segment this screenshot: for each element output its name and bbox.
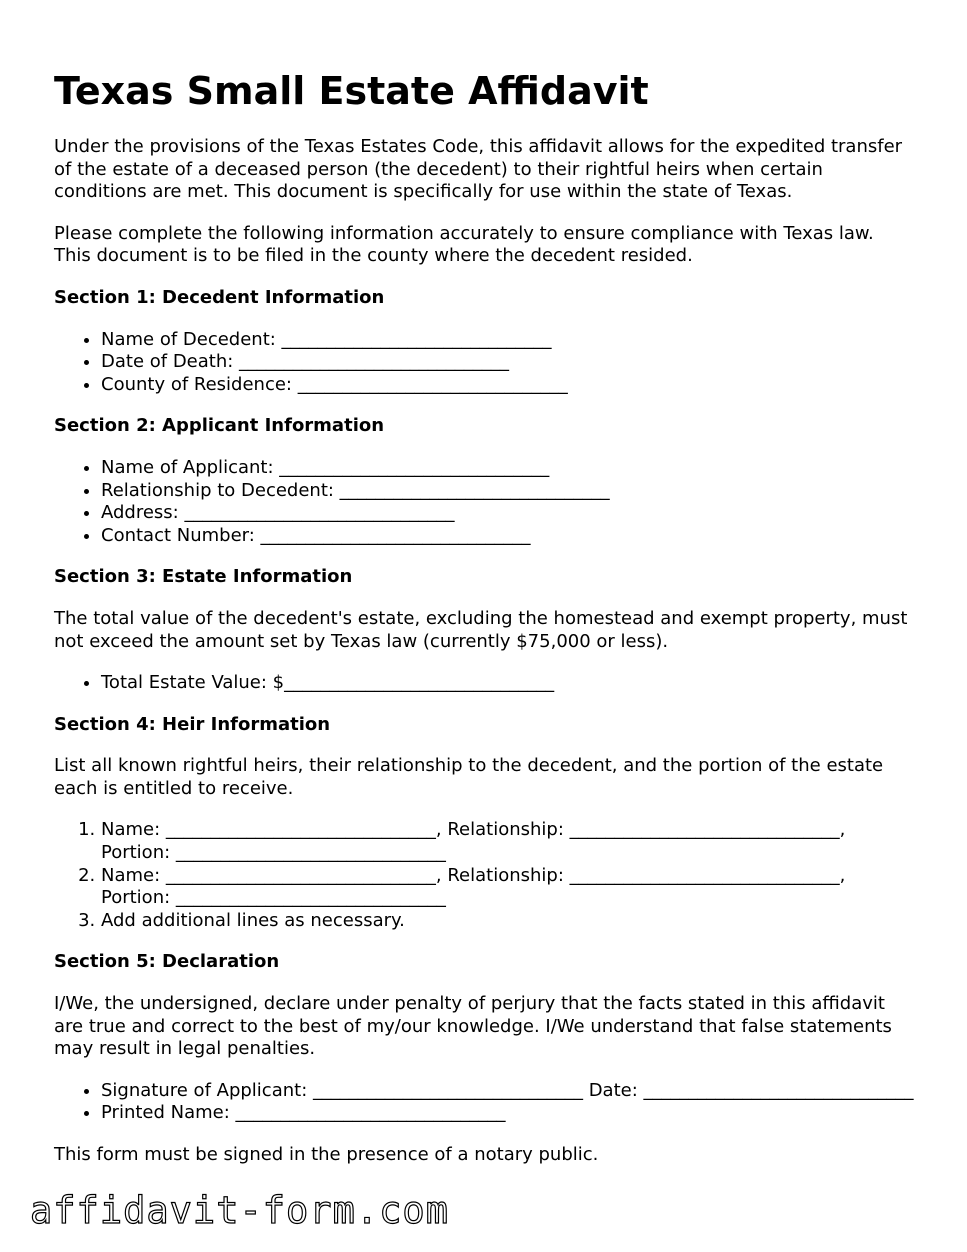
signature-field: • Signature of Applicant: ______________________________ Date: ______________________________ bbox=[101, 1080, 914, 1103]
site-watermark: affidavit-form.com bbox=[30, 1189, 449, 1232]
printed-name-field: • Printed Name: ______________________________ bbox=[101, 1102, 914, 1125]
section1-heading: Section 1: Decedent Information bbox=[54, 286, 385, 308]
section3-text: The total value of the decedent's estate, excluding the homestead and exempt property, must not exceed the amount set by Texas law (currently $75,000 or less). bbox=[54, 607, 908, 652]
section4-list bbox=[54, 819, 914, 932]
section3-heading: Section 3: Estate Information bbox=[54, 566, 353, 588]
section3-list bbox=[54, 672, 914, 695]
section5-list bbox=[54, 1080, 914, 1125]
section4-heading: Section 4: Heir Information bbox=[54, 713, 331, 735]
intro-paragraph-2: Please complete the following information accurately to ensure compliance with Texas law. This document is to be filed in the county where the decedent resided. bbox=[54, 222, 874, 267]
section5-text: I/We, the undersigned, declare under penalty of perjury that the facts stated in this affidavit are true and correct to the best of my/our knowledge. I/We understand that false statements may result in legal penalties. bbox=[54, 993, 892, 1060]
county-of-residence-field: • County of Residence: ______________________________ bbox=[101, 374, 914, 397]
heir-entry-1: 1. Name: ______________________________, Relationship: ______________________________, Portion: ______________________________ bbox=[101, 819, 914, 864]
total-estate-value-field: • Total Estate Value: $______________________________ bbox=[101, 672, 914, 695]
section5-heading: Section 5: Declaration bbox=[54, 951, 280, 973]
document-page bbox=[54, 68, 914, 1186]
heir-entry-note: 3. Add additional lines as necessary. bbox=[101, 910, 914, 933]
page-title: Texas Small Estate Affidavit bbox=[54, 69, 649, 113]
decedent-name-field: • Name of Decedent: ______________________________ bbox=[101, 329, 914, 352]
section2-heading: Section 2: Applicant Information bbox=[54, 415, 385, 437]
address-field: • Address: ______________________________ bbox=[101, 502, 914, 525]
section1-list bbox=[54, 329, 914, 397]
section2-list bbox=[54, 457, 914, 547]
heir-entry-2: 2. Name: ______________________________, Relationship: ______________________________, Portion: ______________________________ bbox=[101, 865, 914, 910]
intro-paragraph-1: Under the provisions of the Texas Estates Code, this affidavit allows for the expedited transfer of the estate of a deceased person (the decedent) to their rightful heirs when certain conditions are met. This document is specifically for use within the state of Texas. bbox=[54, 136, 903, 203]
closing-note: This form must be signed in the presence of a notary public. bbox=[54, 1144, 599, 1165]
date-of-death-field: • Date of Death: ______________________________ bbox=[101, 351, 914, 374]
section4-text: List all known rightful heirs, their relationship to the decedent, and the portion of the estate each is entitled to receive. bbox=[54, 755, 884, 799]
contact-number-field: • Contact Number: ______________________________ bbox=[101, 525, 914, 548]
applicant-name-field: • Name of Applicant: ______________________________ bbox=[101, 457, 914, 480]
relationship-field: • Relationship to Decedent: ______________________________ bbox=[101, 480, 914, 503]
